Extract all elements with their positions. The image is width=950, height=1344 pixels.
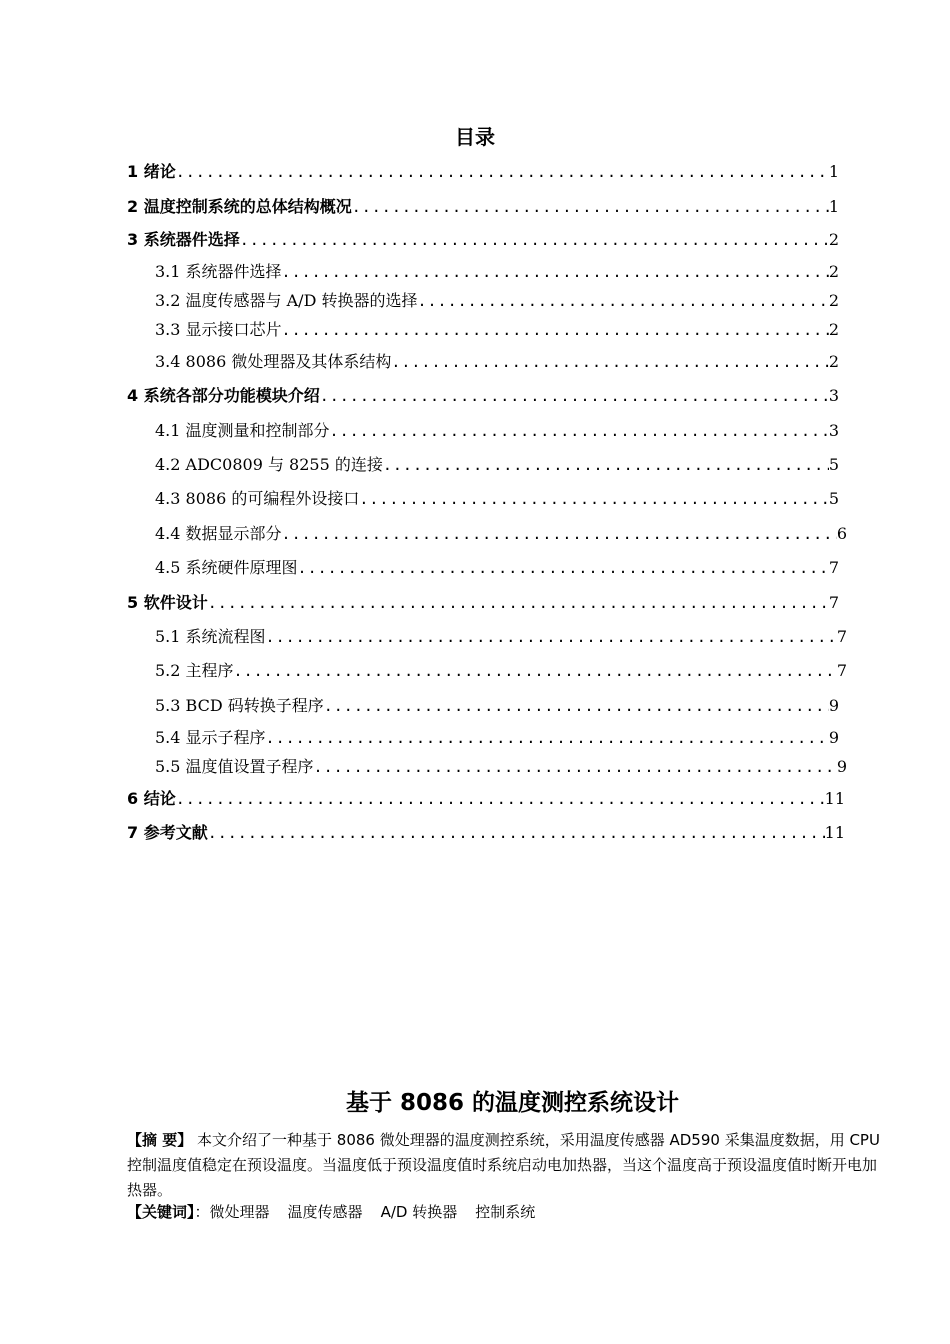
- toc-entry-label: 3.3 显示接口芯片: [155, 320, 282, 339]
- keyword: A/D 转换器: [380, 1203, 458, 1221]
- toc-leader-dots: [320, 386, 829, 406]
- toc-entry-label: 5.3 BCD 码转换子程序: [155, 696, 324, 715]
- toc-entry[interactable]: [155, 757, 847, 777]
- keywords: [127, 1201, 553, 1223]
- abstract: [127, 1128, 887, 1203]
- toc-entry-label: 5.1 系统流程图: [155, 627, 266, 646]
- toc-entry[interactable]: [127, 162, 839, 182]
- toc-entry[interactable]: [155, 489, 839, 509]
- toc-entry[interactable]: [127, 789, 845, 809]
- toc-entry-label: 4 系统各部分功能模块介绍: [127, 386, 320, 405]
- toc-entry[interactable]: [155, 627, 847, 647]
- toc-entry-page: 7: [836, 661, 847, 680]
- toc-entry-label: 3 系统器件选择: [127, 230, 240, 249]
- toc-title: 目录: [455, 125, 495, 149]
- toc-entry[interactable]: [155, 262, 839, 282]
- toc-leader-dots: [240, 230, 829, 250]
- toc-entry-page: 1: [828, 197, 839, 216]
- toc-entry[interactable]: [155, 524, 847, 544]
- toc-leader-dots: [282, 262, 829, 282]
- toc-entry-page: 3: [828, 386, 839, 405]
- toc-leader-dots: [176, 162, 829, 182]
- toc-entry[interactable]: [155, 661, 847, 681]
- keyword: 温度传感器: [287, 1203, 363, 1221]
- toc-leader-dots: [359, 489, 828, 509]
- toc-entry-label: 3.1 系统器件选择: [155, 262, 282, 281]
- toc-leader-dots: [208, 593, 829, 613]
- toc-entry-page: 5: [828, 489, 839, 508]
- toc-leader-dots: [266, 627, 837, 647]
- toc-entry[interactable]: [127, 386, 839, 406]
- toc-entry-page: 1: [828, 162, 839, 181]
- toc-leader-dots: [330, 421, 829, 441]
- toc-leader-dots: [314, 757, 837, 777]
- toc-entry[interactable]: [155, 728, 839, 748]
- toc-entry-page: 5: [828, 455, 839, 474]
- toc-entry-page: 2: [828, 352, 839, 371]
- toc-entry-label: 5 软件设计: [127, 593, 208, 612]
- toc-entry-page: 9: [836, 757, 847, 776]
- toc-entry-label: 4.5 系统硬件原理图: [155, 558, 298, 577]
- toc-entry[interactable]: [155, 696, 839, 716]
- toc-entry-label: 4.1 温度测量和控制部分: [155, 421, 330, 440]
- toc-entry[interactable]: [155, 320, 839, 340]
- toc-entry-label: 4.2 ADC0809 与 8255 的连接: [155, 455, 383, 474]
- toc-entry-page: 7: [828, 558, 839, 577]
- toc-entry-label: 3.4 8086 微处理器及其体系结构: [155, 352, 392, 371]
- toc-entry-label: 2 温度控制系统的总体结构概况: [127, 197, 352, 216]
- toc-leader-dots: [266, 728, 829, 748]
- toc-leader-dots: [208, 823, 825, 843]
- toc-entry-label: 3.2 温度传感器与 A/D 转换器的选择: [155, 291, 418, 310]
- toc-entry-label: 4.3 8086 的可编程外设接口: [155, 489, 360, 508]
- toc-entry[interactable]: [155, 421, 839, 441]
- toc-entry[interactable]: [127, 823, 845, 843]
- toc-entry-label: 1 绪论: [127, 162, 176, 181]
- toc-entry-page: 7: [836, 627, 847, 646]
- toc-entry-page: 7: [828, 593, 839, 612]
- toc-entry-page: 2: [828, 291, 839, 310]
- toc-leader-dots: [298, 558, 829, 578]
- toc-entry-label: 5.2 主程序: [155, 661, 234, 680]
- toc-entry-page: 11: [824, 789, 845, 808]
- toc-entry-page: 6: [836, 524, 847, 543]
- toc-leader-dots: [417, 291, 828, 311]
- toc-entry-page: 2: [828, 320, 839, 339]
- toc-leader-dots: [352, 197, 829, 217]
- toc-entry-label: 4.4 数据显示部分: [155, 524, 282, 543]
- toc-entry[interactable]: [127, 230, 839, 250]
- toc-entry-page: 2: [828, 262, 839, 281]
- keyword: 微处理器: [209, 1203, 270, 1221]
- toc-entry[interactable]: [127, 593, 839, 613]
- toc-entry-page: 9: [828, 728, 839, 747]
- toc-entry-page: 11: [824, 823, 845, 842]
- toc-entry-page: 2: [828, 230, 839, 249]
- toc-entry-page: 9: [828, 696, 839, 715]
- keywords-separator: ：: [194, 1203, 210, 1221]
- toc-leader-dots: [383, 455, 829, 475]
- toc-entry[interactable]: [155, 558, 839, 578]
- toc-leader-dots: [234, 661, 837, 681]
- abstract-text: 本文介绍了一种基于 8086 微处理器的温度测控系统，采用温度传感器 AD590 采集温度数据，用 CPU 控制温度值稳定在预设温度。当温度低于预设温度值时系统启动电加热器，当这个温度高于预设温度值时断开电加热器。: [127, 1131, 880, 1199]
- toc-entry-page: 3: [828, 421, 839, 440]
- toc-entry[interactable]: [155, 291, 839, 311]
- toc-entry[interactable]: [155, 352, 839, 372]
- toc-entry-label: 5.5 温度值设置子程序: [155, 757, 314, 776]
- toc-leader-dots: [282, 524, 837, 544]
- toc-entry[interactable]: [155, 455, 839, 475]
- toc-leader-dots: [176, 789, 825, 809]
- toc-entry[interactable]: [127, 197, 839, 217]
- keyword: 控制系统: [475, 1203, 536, 1221]
- toc-entry-label: 6 结论: [127, 789, 176, 808]
- keywords-tag: 【关键词】: [127, 1203, 195, 1221]
- abstract-tag: 【摘 要】: [127, 1131, 193, 1149]
- toc-entry-label: 5.4 显示子程序: [155, 728, 266, 747]
- toc-leader-dots: [324, 696, 829, 716]
- toc-entry-label: 7 参考文献: [127, 823, 208, 842]
- toc-leader-dots: [282, 320, 829, 340]
- toc-leader-dots: [391, 352, 828, 372]
- paper-title: 基于 8086 的温度测控系统设计: [345, 1090, 680, 1116]
